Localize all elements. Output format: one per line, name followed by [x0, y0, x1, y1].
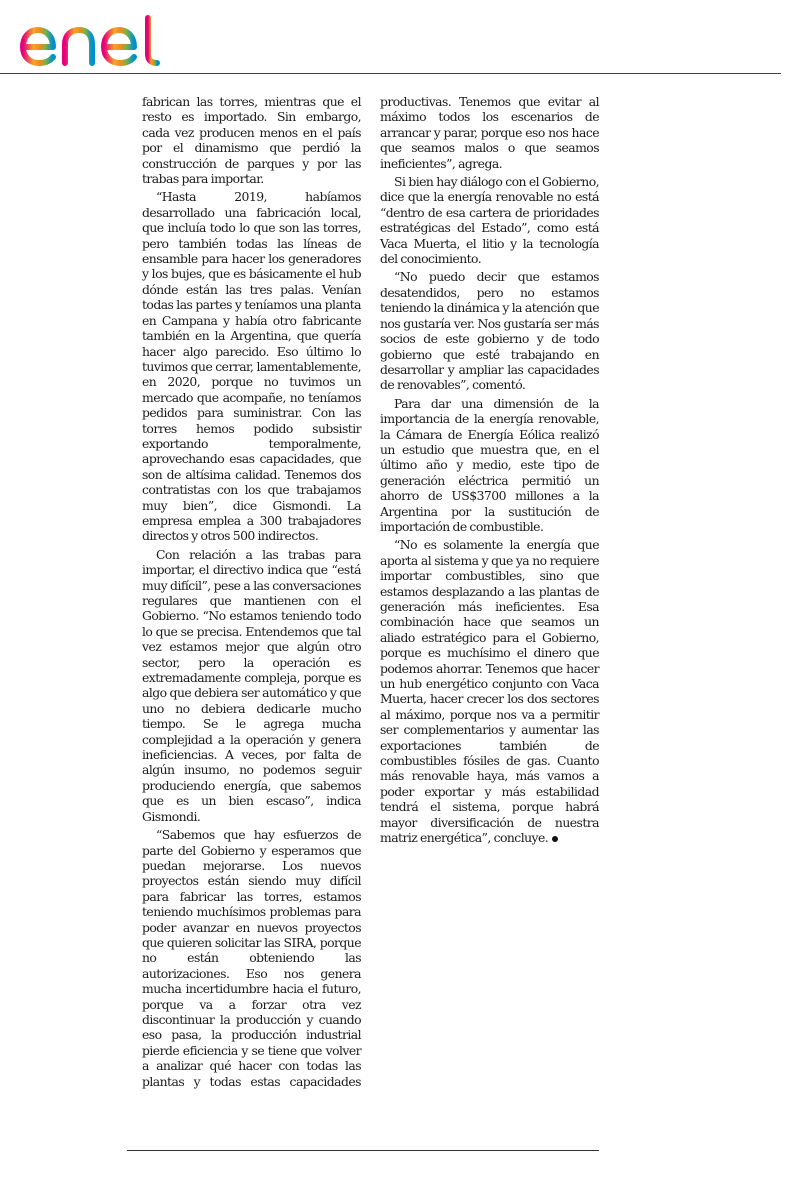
- article-paragraph: “Sabemos que hay esfuerzos de parte del Gobierno y esperamos que puedan mejorarse. Los nuevos proyectos están siendo muy difícil para fabricar las torres, estamos teniendo muchísimos problemas para poder avanzar en nuevos proyectos que quieren solicitar las SIRA, porque no están obteniendo las autorizaciones. Eso nos genera mucha incertidumbre hacia el futuro, porque va a forzar otra vez discontinuar la producción y cuando eso pasa, la producción industrial pierde eficiencia y se tiene que volver a analizar qué hacer con todas las plantas y todas estas capacidades productivas. Tenemos que evitar al máximo todos los escenarios de arrancar y parar, porque eso nos hace que seamos malos o que seamos ineficientes”, agrega.: [142, 94, 599, 1089]
- article-body: [142, 94, 599, 1104]
- footer-rule: [127, 1150, 599, 1151]
- article-paragraph: “No puedo decir que estamos desatendidos, pero no estamos teniendo la dinámica y la atención que nos gustaría ver. Nos gustaría ser más socios de este gobierno y de todo gobierno que esté trabajando en desarrollar y ampliar las capacidades de renovables”, comentó.: [380, 269, 599, 393]
- enel-logo: [18, 14, 178, 70]
- article-paragraph: Para dar una dimensión de la importancia de la energía renovable, la Cámara de Energía Eólica realizó un estudio que muestra que, en el último año y medio, este tipo de generación eléctrica permitió un ahorro de US$3700 millones a la Argentina por la sustitución de importación de combustible.: [380, 395, 599, 534]
- article-paragraph-final: [380, 537, 599, 845]
- article-paragraph: fabrican las torres, mientras que el resto es importado. Sin embargo, cada vez producen menos en el país por el dinamismo que perdió la construcción de parques y por las trabas para importar.: [142, 94, 361, 187]
- header-rule: [0, 73, 781, 74]
- article-paragraph: Si bien hay diálogo con el Gobierno, dice que la energía renovable no está “dentro de esa cartera de prioridades estratégicas del Estado”, como está Vaca Muerta, el litio y la tecnología del conocimiento.: [380, 174, 599, 267]
- article-paragraph: “Hasta 2019, habíamos desarrollado una fabricación local, que incluía todo lo que son las torres, pero también todas las líneas de ensamble para hacer los generadores y los bujes, que es básicamente el hub dónde están las tres palas. Venían todas las partes y teníamos una planta en Campana y había otro fabricante también en la Argentina, que quería hacer algo parecido. Eso último lo tuvimos que cerrar, lamentablemente, en 2020, porque no tuvimos un mercado que acompañe, no teníamos pedidos para suministrar. Con las torres hemos podido subsistir exportando temporalmente, aprovechando esas capacidades, que son de altísima calidad. Tenemos dos contratistas con los que trabajamos muy bien”, dice Gismondi. La empresa emplea a 300 trabajadores directos y otros 500 indirectos.: [142, 189, 361, 544]
- article-paragraph: Con relación a las trabas para importar, el directivo indica que “está muy difícil”, pese a las conversaciones regulares que mantienen con el Gobierno. “No estamos teniendo todo lo que se precisa. Entendemos que tal vez estamos mejor que algún otro sector, pero la operación es extremadamente compleja, porque es algo que debiera ser automático y que uno no debiera dedicarle mucho tiempo. Se le agrega mucha complejidad a la operación y genera ineficiencias. A veces, por falta de algún insumo, no podemos seguir produciendo energía, que sabemos que es un bien escaso”, indica Gismondi.: [142, 546, 361, 824]
- article-final-text: “No es solamente la energía que aporta al sistema y que ya no requiere importar combustibles, sino que estamos desplazando a las plantas de generación más ineficientes. Esa combinación hace que seamos un aliado estratégico para el Gobierno, porque es muchísimo el dinero que podemos ahorrar. Tenemos que hacer un hub energético conjunto con Vaca Muerta, hacer crecer los dos sectores al máximo, porque nos va a permitir ser complementarios y aumentar las exportaciones también de combustibles fósiles de gas. Cuanto más renovable haya, más vamos a poder exportar y más estabilidad tendrá el sistema, porque habrá mayor diversificación de nuestra matriz energética”, concluye.: [380, 537, 599, 846]
- end-of-article-bullet: [552, 836, 558, 842]
